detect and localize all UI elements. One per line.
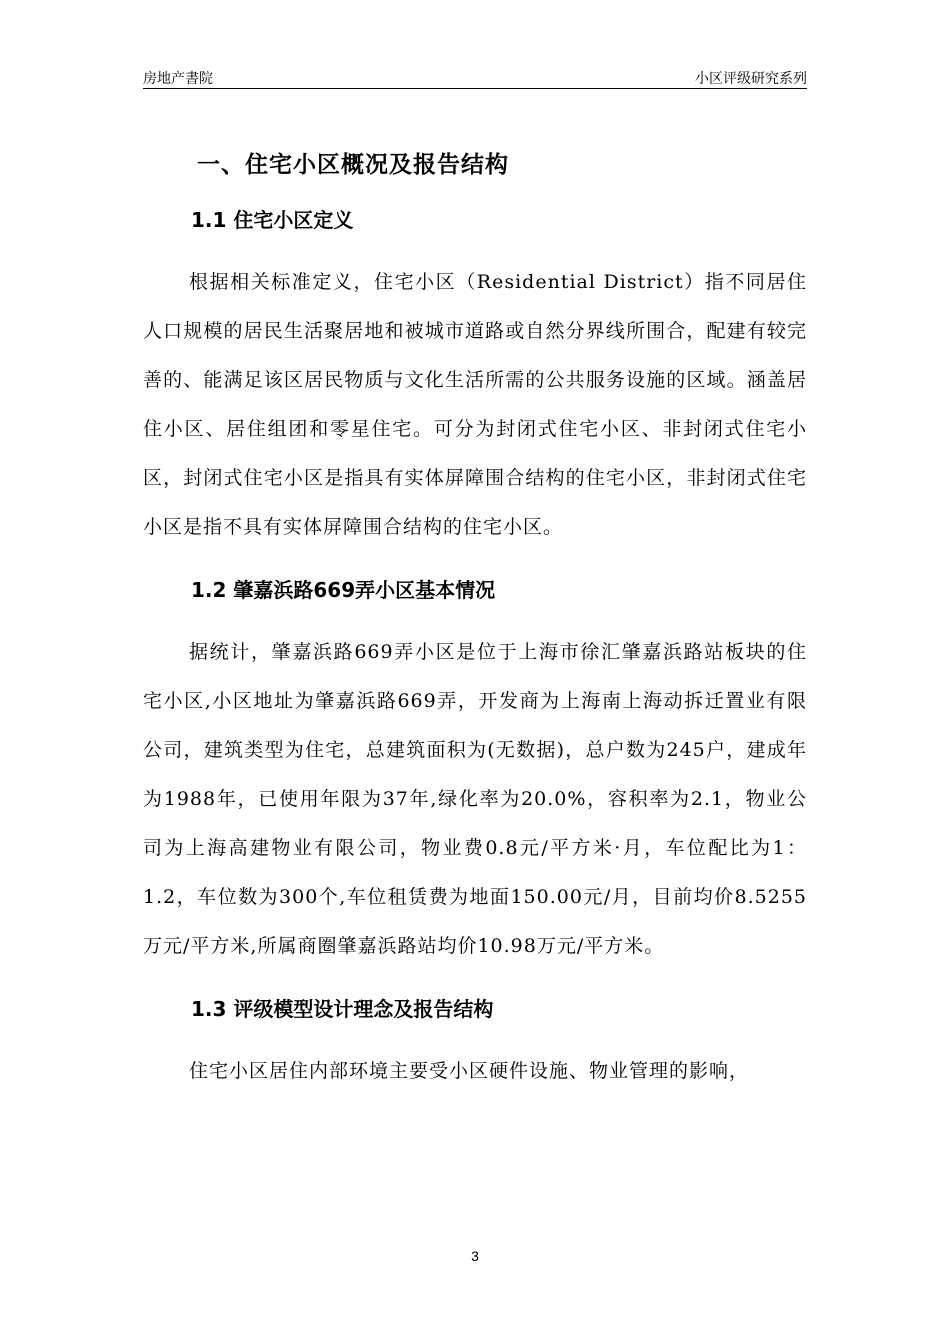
page-number: 3	[471, 1248, 479, 1264]
paragraph-model-design: 住宅小区居住内部环境主要受小区硬件设施、物业管理的影响，	[189, 1060, 750, 1082]
header-right-text: 小区评级研究系列	[695, 70, 807, 86]
subsection-heading-1-3: 1.3 评级模型设计理念及报告结构	[191, 997, 494, 1021]
document-body	[143, 145, 807, 1096]
paragraph-basic-info: 据统计，肇嘉浜路669弄小区是位于上海市徐汇肇嘉浜路站板块的住宅小区,小区地址为肇嘉浜路669弄，开发商为上海南上海动拆迁置业有限公司，建筑类型为住宅，总建筑面积为(无数据)，总户数为245户，建成年为1988年，已使用年限为37年,绿化率为20.0%，容积率为2.1，物业公司为上海高建物业有限公司，物业费0.8元/平方米·月，车位配比为1：1.2，车位数为300个,车位租赁费为地面150.00元/月，目前均价8.5255万元/平方米,所属商圈肇嘉浜路站均价10.98万元/平方米。	[143, 641, 807, 957]
paragraph-definition: 根据相关标准定义，住宅小区（Residential District）指不同居住人口规模的居民生活聚居地和被城市道路或自然分界线所围合，配建有较完善的、能满足该区居民物质与文化生活所需的公共服务设施的区域。涵盖居住小区、居住组团和零星住宅。可分为封闭式住宅小区、非封闭式住宅小区，封闭式住宅小区是指具有实体屏障围合结构的住宅小区，非封闭式住宅小区是指不具有实体屏障围合结构的住宅小区。	[143, 271, 807, 538]
section-title: 一、住宅小区概况及报告结构	[197, 152, 509, 178]
header-left-text: 房地产書院	[143, 70, 213, 86]
subsection-heading-1-2: 1.2 肇嘉浜路669弄小区基本情况	[191, 578, 496, 602]
page-header	[143, 66, 807, 89]
subsection-heading-1-1: 1.1 住宅小区定义	[191, 208, 354, 232]
